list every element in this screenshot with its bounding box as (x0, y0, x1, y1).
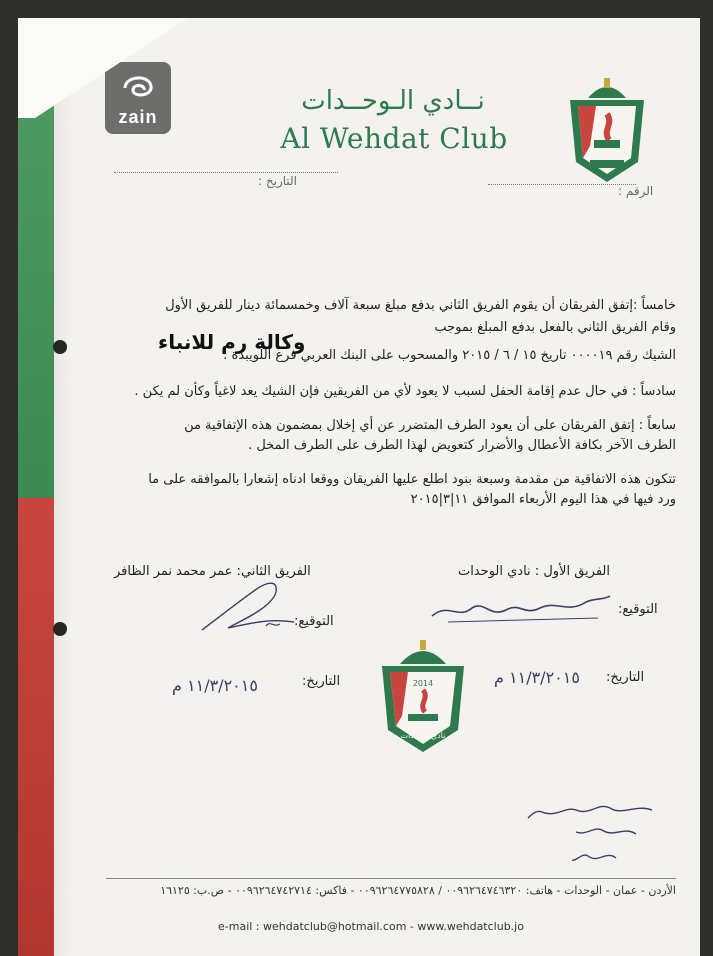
footer-address: الأردن - عمان - الوحدات - هاتف: ٠٠٩٦٢٦٤٧٤٦٣٢٠ / ٠٠٩٦٢٦٤٧٧٥٨٢٨ - فاكس: ٠٠٩٦٢٦٤٧٤٢٧١٤ - ص.ب: ١٦١٢٥ (160, 884, 676, 897)
white-side-band (54, 78, 72, 956)
club-name-arabic: نــادي الـوحــدات (301, 86, 485, 116)
closing-line-1: تتكون هذه الاتفاقية من مقدمة وسبعة بنود اطلع عليها الفريقان ووقعا ادناه إشعارا بالموافقه على ما (148, 472, 676, 487)
punch-hole (53, 340, 67, 354)
first-party-name: الفريق الأول : نادي الوحدات (458, 564, 610, 579)
clause-five-line-1: خامساً :إتفق الفريقان أن يقوم الفريق الثاني بدفع مبلغ سبعة آلاف وخمسمائة دينار للفريق الأول (165, 298, 676, 313)
zain-logo (105, 62, 171, 134)
clause-seven-line-2: الطرف الآخر بكافة الأعطال والأضرار كتعويض لهذا الطرف على الطرف المخل . (248, 438, 676, 453)
handwritten-note (526, 802, 656, 874)
second-party-name: الفريق الثاني: عمر محمد نمر الظافر (114, 564, 311, 579)
news-agency-watermark: وكالة رم للانباء (158, 330, 306, 354)
footer-divider (106, 878, 676, 879)
first-date-label: التاريخ: (606, 670, 645, 685)
closing-line-2: ورد فيها في هذا اليوم الأربعاء الموافق ١١|٣|٢٠١٥ (410, 492, 676, 507)
clause-six: سادساً : في حال عدم إقامة الحفل لسبب لا يعود لأي من الفريقين فإن الشيك يعد لاغياً وكأن لم يكن . (134, 384, 676, 399)
zain-swirl-icon (119, 68, 157, 106)
clause-seven-line-1: سابعاً : إتفق الفريقان على أن يعود الطرف المتضرر عن أي إخلال بمضمون هذه الإتفاقية من (184, 418, 676, 433)
footer-contact: e-mail : wehdatclub@hotmail.com - www.wehdatclub.jo (218, 920, 524, 933)
clause-five-line-3: الشيك رقم ٠٠٠٠١٩ تاريخ ١٥ / ٦ / ٢٠١٥ والمسحوب على البنك العربي فرع اللويبدة . (223, 348, 676, 363)
second-date-value: ١١/٣/٢٠١٥ م (172, 676, 258, 695)
reference-field-line (488, 184, 636, 185)
zain-wordmark: zain (118, 107, 158, 127)
punch-hole (53, 622, 67, 636)
club-crest-logo (566, 76, 648, 186)
first-date-value: ١١/٣/٢٠١٥ م (494, 668, 580, 687)
green-side-band (18, 78, 54, 498)
club-crest-stamp (378, 638, 468, 756)
second-party-signature (198, 578, 302, 636)
first-party-signature (428, 592, 614, 626)
letter-page (18, 18, 700, 956)
date-field-line (114, 172, 338, 173)
date-label: التاريخ : (258, 174, 298, 188)
red-side-band (18, 498, 54, 956)
second-signature-label: التوقيع: (294, 614, 334, 629)
stamp-club-name: نادي الوحدات (400, 731, 446, 740)
second-date-label: التاريخ: (302, 674, 341, 689)
first-signature-label: التوقيع: (618, 602, 658, 617)
club-name-english: Al Wehdat Club (280, 122, 508, 155)
reference-label: الرقم : (618, 184, 654, 198)
stamp-year: 2014 (412, 679, 434, 688)
clause-five-line-2: وقام الفريق الثاني بالفعل بدفع المبلغ بموجب (434, 320, 676, 335)
